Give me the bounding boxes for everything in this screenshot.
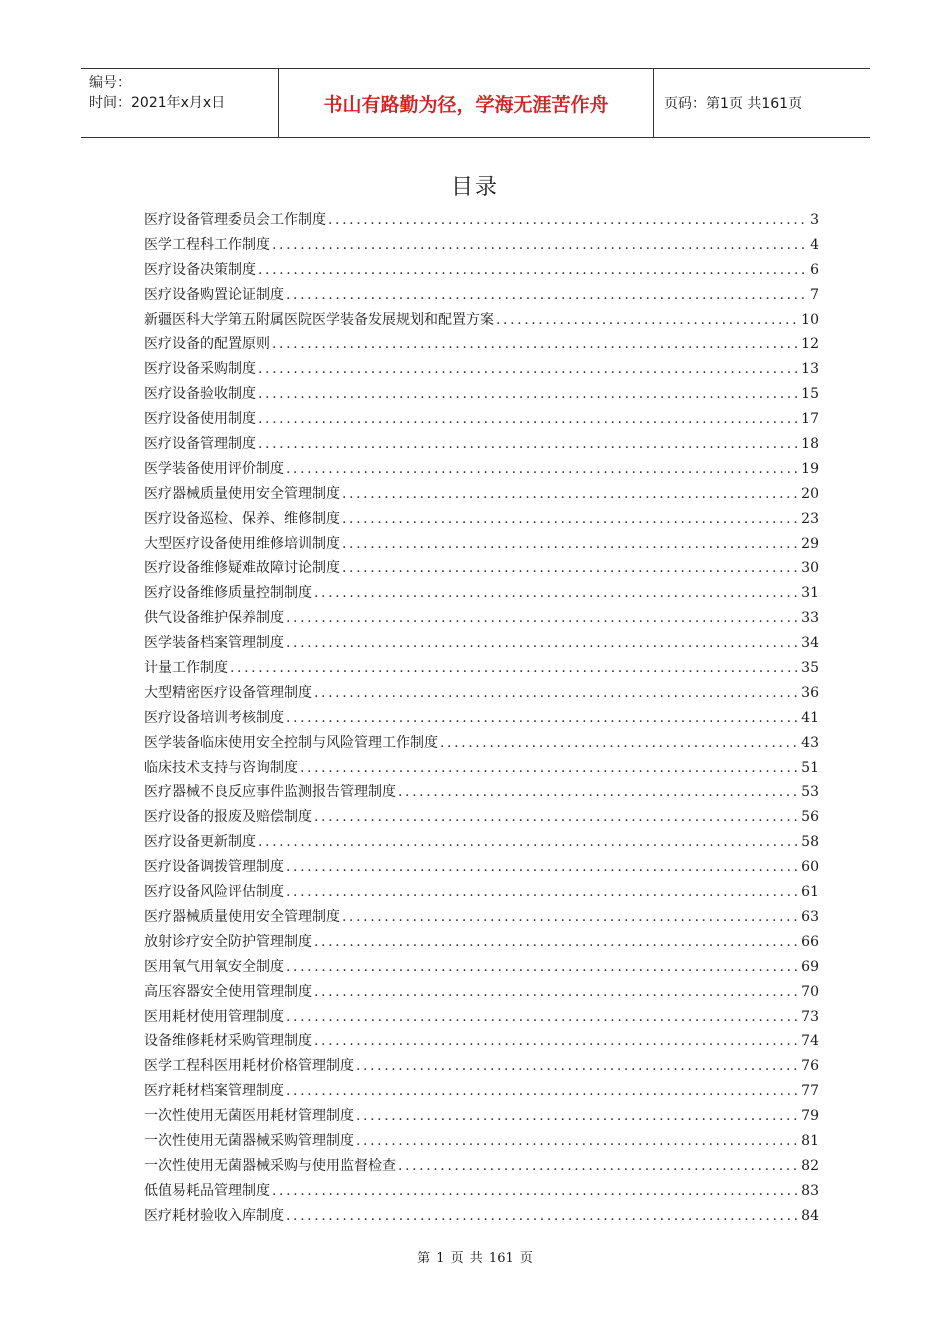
toc-entry-title: 医疗器械不良反应事件监测报告管理制度 [144, 784, 396, 801]
toc-entry-page: 70 [801, 983, 819, 1000]
toc-entry-title: 医疗耗材档案管理制度 [144, 1083, 284, 1100]
toc-entry[interactable] [144, 1205, 819, 1230]
toc-entry-page: 79 [801, 1108, 819, 1125]
toc-entry-title: 计量工作制度 [144, 660, 228, 677]
toc-leader-dots [496, 312, 799, 328]
toc-leader-dots [328, 212, 808, 228]
toc-entry[interactable] [144, 1130, 819, 1155]
toc-entry-page: 35 [801, 660, 819, 677]
toc-entry-page: 60 [801, 859, 819, 876]
toc-entry[interactable] [144, 906, 819, 931]
toc-entry-title: 医学装备使用评价制度 [144, 460, 284, 477]
toc-entry-page: 15 [801, 386, 819, 403]
toc-leader-dots [314, 585, 799, 601]
toc-entry-title: 医疗设备风险评估制度 [144, 884, 284, 901]
toc-entry[interactable] [144, 582, 819, 607]
toc-entry-title: 医疗设备培训考核制度 [144, 709, 284, 726]
toc-entry-page: 77 [801, 1083, 819, 1100]
toc-entry-page: 73 [801, 1008, 819, 1025]
toc-leader-dots [258, 361, 799, 377]
toc-leader-dots [314, 934, 799, 950]
toc-entry[interactable] [144, 508, 819, 533]
toc-leader-dots [258, 262, 808, 278]
toc-entry-title: 医用耗材使用管理制度 [144, 1008, 284, 1025]
toc-entry-page: 41 [801, 709, 819, 726]
toc-leader-dots [286, 287, 808, 303]
toc-entry-title: 医疗设备更新制度 [144, 834, 256, 851]
toc-leader-dots [300, 760, 799, 776]
toc-leader-dots [286, 859, 799, 875]
header-page-code: 页码：第1页 共161页 [664, 96, 803, 112]
toc-leader-dots [286, 884, 799, 900]
toc-leader-dots [286, 1208, 799, 1224]
toc-leader-dots [356, 1058, 799, 1074]
toc-entry-page: 74 [801, 1033, 819, 1050]
toc-entry-page: 69 [801, 958, 819, 975]
toc-entry[interactable] [144, 856, 819, 881]
toc-entry[interactable] [144, 682, 819, 707]
toc-title: 目录 [450, 175, 499, 200]
time-label: 时间：2021年x月x日 [89, 95, 226, 111]
toc-leader-dots [286, 1009, 799, 1025]
toc-leader-dots [342, 909, 799, 925]
toc-entry-page: 3 [810, 212, 819, 228]
toc-entry-page: 81 [801, 1132, 819, 1149]
toc-entry[interactable] [144, 607, 819, 632]
toc-entry-title: 医用氧气用氧安全制度 [144, 958, 284, 975]
toc-leader-dots [314, 984, 799, 1000]
page-footer: 第 1 页 共 161 页 [417, 1251, 533, 1266]
toc-entry-title: 医疗设备决策制度 [144, 261, 256, 278]
toc-leader-dots [286, 1083, 799, 1099]
toc-leader-dots [342, 511, 799, 527]
toc-entry[interactable] [144, 1155, 819, 1180]
toc-entry-page: 76 [801, 1058, 819, 1075]
toc-entry[interactable] [144, 757, 819, 782]
toc-entry[interactable] [144, 707, 819, 732]
toc-leader-dots [230, 660, 799, 676]
toc-entry-page: 36 [801, 684, 819, 701]
toc-leader-dots [314, 1033, 799, 1049]
toc-entry[interactable] [144, 981, 819, 1006]
toc-entry[interactable] [144, 1006, 819, 1031]
toc-entry[interactable] [144, 557, 819, 582]
toc-entry[interactable] [144, 657, 819, 682]
toc-entry-title: 医疗器械质量使用安全管理制度 [144, 908, 340, 925]
toc-entry-title: 新疆医科大学第五附属医院医学装备发展规划和配置方案 [144, 311, 494, 328]
toc-entry-page: 31 [801, 585, 819, 602]
toc-entry-page: 6 [810, 261, 819, 278]
toc-leader-dots [314, 685, 799, 701]
toc-entry-title: 医疗设备使用制度 [144, 411, 256, 428]
table-of-contents [144, 209, 819, 1230]
toc-entry-page: 33 [801, 610, 819, 627]
toc-leader-dots [398, 1158, 799, 1174]
toc-entry-title: 高压容器安全使用管理制度 [144, 983, 312, 1000]
toc-entry[interactable] [144, 259, 819, 284]
toc-leader-dots [286, 610, 799, 626]
toc-leader-dots [342, 536, 799, 552]
toc-entry[interactable] [144, 209, 819, 234]
toc-entry[interactable] [144, 806, 819, 831]
toc-entry-title: 医疗设备管理制度 [144, 436, 256, 453]
toc-entry-title: 一次性使用无菌医用耗材管理制度 [144, 1108, 354, 1125]
toc-entry-page: 63 [801, 908, 819, 925]
toc-leader-dots [286, 959, 799, 975]
toc-entry[interactable] [144, 831, 819, 856]
toc-entry-page: 56 [801, 809, 819, 826]
toc-entry-page: 12 [801, 336, 819, 353]
toc-entry-title: 放射诊疗安全防护管理制度 [144, 933, 312, 950]
toc-entry-page: 34 [801, 635, 819, 652]
toc-entry-page: 53 [801, 784, 819, 801]
toc-entry[interactable] [144, 1080, 819, 1105]
toc-entry[interactable] [144, 956, 819, 981]
number-label: 编号： [89, 75, 131, 91]
toc-entry-title: 一次性使用无菌器械采购与使用监督检查 [144, 1157, 396, 1174]
toc-entry-title: 医疗设备调拨管理制度 [144, 859, 284, 876]
toc-entry[interactable] [144, 1105, 819, 1130]
toc-leader-dots [356, 1133, 799, 1149]
toc-entry-title: 医疗器械质量使用安全管理制度 [144, 485, 340, 502]
toc-leader-dots [272, 336, 799, 352]
toc-entry-title: 大型医疗设备使用维修培训制度 [144, 535, 340, 552]
toc-entry-title: 大型精密医疗设备管理制度 [144, 684, 312, 701]
toc-entry-page: 4 [810, 236, 819, 253]
toc-leader-dots [258, 386, 799, 402]
toc-entry-page: 43 [801, 734, 819, 751]
toc-entry-title: 医疗设备维修质量控制制度 [144, 585, 312, 602]
toc-entry-page: 17 [801, 411, 819, 428]
toc-entry[interactable] [144, 383, 819, 408]
toc-entry-page: 61 [801, 884, 819, 901]
toc-leader-dots [314, 809, 799, 825]
toc-leader-dots [272, 1183, 799, 1199]
header-meta [81, 69, 279, 137]
toc-entry-page: 58 [801, 834, 819, 851]
header-motto: 书山有路勤为径，学海无涯苦作舟 [279, 69, 654, 137]
toc-entry-title: 医疗设备的报废及赔偿制度 [144, 809, 312, 826]
toc-leader-dots [440, 735, 799, 751]
toc-entry-page: 18 [801, 436, 819, 453]
toc-entry-page: 66 [801, 933, 819, 950]
toc-entry-page: 13 [801, 361, 819, 378]
toc-entry[interactable] [144, 333, 819, 358]
toc-entry[interactable] [144, 881, 819, 906]
toc-entry[interactable] [144, 781, 819, 806]
toc-leader-dots [286, 461, 799, 477]
toc-entry-title: 医学工程科工作制度 [144, 236, 270, 253]
toc-entry[interactable] [144, 732, 819, 757]
toc-entry[interactable] [144, 284, 819, 309]
toc-leader-dots [286, 710, 799, 726]
toc-leader-dots [258, 436, 799, 452]
toc-entry-title: 一次性使用无菌器械采购管理制度 [144, 1132, 354, 1149]
toc-entry-title: 医疗设备购置论证制度 [144, 286, 284, 303]
toc-entry-title: 医疗设备采购制度 [144, 361, 256, 378]
toc-leader-dots [342, 560, 799, 576]
page-header [81, 68, 870, 138]
toc-leader-dots [272, 237, 808, 253]
toc-leader-dots [356, 1108, 799, 1124]
toc-entry-page: 19 [801, 460, 819, 477]
toc-entry-title: 医疗设备验收制度 [144, 386, 256, 403]
toc-entry-title: 供气设备维护保养制度 [144, 610, 284, 627]
toc-entry-title: 医学装备档案管理制度 [144, 635, 284, 652]
toc-entry-title: 医学工程科医用耗材价格管理制度 [144, 1058, 354, 1075]
toc-entry-title: 医疗设备巡检、保养、维修制度 [144, 510, 340, 527]
toc-entry-page: 29 [801, 535, 819, 552]
toc-entry[interactable] [144, 1030, 819, 1055]
toc-entry[interactable] [144, 234, 819, 259]
toc-entry-page: 30 [801, 560, 819, 577]
toc-entry[interactable] [144, 1055, 819, 1080]
toc-entry-page: 7 [810, 286, 819, 303]
toc-entry-page: 82 [801, 1157, 819, 1174]
toc-entry[interactable] [144, 433, 819, 458]
toc-entry[interactable] [144, 483, 819, 508]
toc-entry-page: 51 [801, 759, 819, 776]
toc-leader-dots [258, 834, 799, 850]
toc-leader-dots [398, 784, 799, 800]
toc-entry[interactable] [144, 632, 819, 657]
toc-leader-dots [286, 635, 799, 651]
toc-entry-title: 医疗耗材验收入库制度 [144, 1207, 284, 1224]
toc-entry-page: 84 [801, 1207, 819, 1224]
toc-entry-page: 10 [801, 311, 819, 328]
toc-entry-title: 低值易耗品管理制度 [144, 1182, 270, 1199]
toc-entry-title: 医疗设备管理委员会工作制度 [144, 212, 326, 228]
toc-leader-dots [342, 486, 799, 502]
toc-entry-title: 设备维修耗材采购管理制度 [144, 1033, 312, 1050]
toc-entry[interactable] [144, 309, 819, 334]
toc-entry-title: 临床技术支持与咨询制度 [144, 759, 298, 776]
toc-entry-title: 医疗设备的配置原则 [144, 336, 270, 353]
toc-entry-title: 医学装备临床使用安全控制与风险管理工作制度 [144, 734, 438, 751]
toc-entry-page: 23 [801, 510, 819, 527]
toc-entry-page: 20 [801, 485, 819, 502]
toc-entry[interactable] [144, 458, 819, 483]
toc-entry-title: 医疗设备维修疑难故障讨论制度 [144, 560, 340, 577]
toc-entry-page: 83 [801, 1182, 819, 1199]
toc-entry[interactable] [144, 931, 819, 956]
toc-entry[interactable] [144, 533, 819, 558]
toc-leader-dots [258, 411, 799, 427]
toc-entry[interactable] [144, 408, 819, 433]
toc-entry[interactable] [144, 358, 819, 383]
toc-entry[interactable] [144, 1180, 819, 1205]
